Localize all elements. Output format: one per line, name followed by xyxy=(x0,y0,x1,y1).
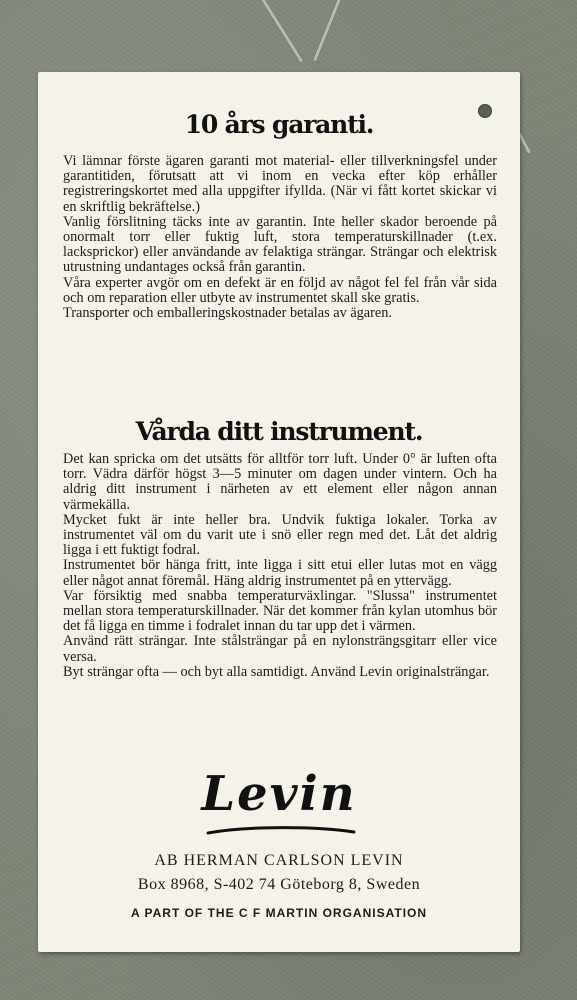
warranty-paragraph: Våra experter avgör om en defekt är en följd av något fel fel från vår sida och om reparation eller utbyte av instrumentet skall ske gratis. xyxy=(63,274,497,306)
care-paragraph: Använd rätt strängar. Inte stålsträngar på en nylonsträngsgitarr eller vice versa. xyxy=(63,633,497,665)
care-paragraph: Mycket fukt är inte heller bra. Undvik fuktiga lokaler. Torka av instrumentet väl om du varit ute i snö eller regn med det. Låt det aldrig ligga i ett fuktigt fodral. xyxy=(63,511,497,559)
warranty-tag xyxy=(38,72,520,952)
warranty-paragraph: Vanlig förslitning täcks inte av garantin. Inte heller skador beroende på onormalt torr eller fuktig luft, stora temperaturskillnader (t.ex. lacksprickor) eller användande av felaktiga strängar. Strängar och elektrisk utrustning undantages också från garantin. xyxy=(63,213,497,276)
company-address: Box 8968, S-402 74 Göteborg 8, Sweden xyxy=(137,876,421,893)
warranty-heading: 10 års garanti. xyxy=(184,110,374,139)
care-paragraph: Det kan spricka om det utsätts för alltför torr luft. Under 0° är luften ofta torr. Vädra därför högst 3—5 minuter om dagen under vintern. Och ha aldrig ditt instrument i närheten av ett element eller någon annan värmekälla. xyxy=(63,451,497,513)
care-paragraph: Var försiktig med snabba temperaturväxlingar. "Slussa" instrumentet mellan stora temperaturskillnader. När det kommer från kylan utomhus bör det få ligga en timme i fodralet innan du tar upp det i värmen. xyxy=(63,587,497,635)
levin-logo: Levin xyxy=(201,766,357,822)
warranty-paragraph: Transporter och emballeringskostnader betalas av ägaren. xyxy=(63,305,392,322)
warranty-paragraph: Vi lämnar förste ägaren garanti mot material- eller tillverkningsfel under garantitiden, förutsatt att vi inom en vecka efter köp erhåller registreringskortet med alla uppgifter ifyllda. (När vi fått kortet skickar vi en skriftlig bekräftelse.) xyxy=(63,153,497,215)
care-paragraph: Instrumentet bör hänga fritt, inte ligga i sitt etui eller lutas mot en vägg eller något annat föremål. Häng aldrig instrumentet på en yttervägg. xyxy=(63,557,497,589)
warranty-text xyxy=(63,154,497,321)
logo-swash-icon xyxy=(206,824,356,836)
company-name: AB HERMAN CARLSON LEVIN xyxy=(154,852,404,869)
tag-string-left xyxy=(258,0,303,63)
tag-string-right xyxy=(313,0,343,61)
care-text xyxy=(63,452,497,680)
care-heading: Vårda ditt instrument. xyxy=(135,417,423,446)
care-paragraph: Byt strängar ofta — och byt alla samtidigt. Använd Levin originalsträngar. xyxy=(63,663,490,680)
organisation-line: A PART OF THE C F MARTIN ORGANISATION xyxy=(130,906,428,920)
